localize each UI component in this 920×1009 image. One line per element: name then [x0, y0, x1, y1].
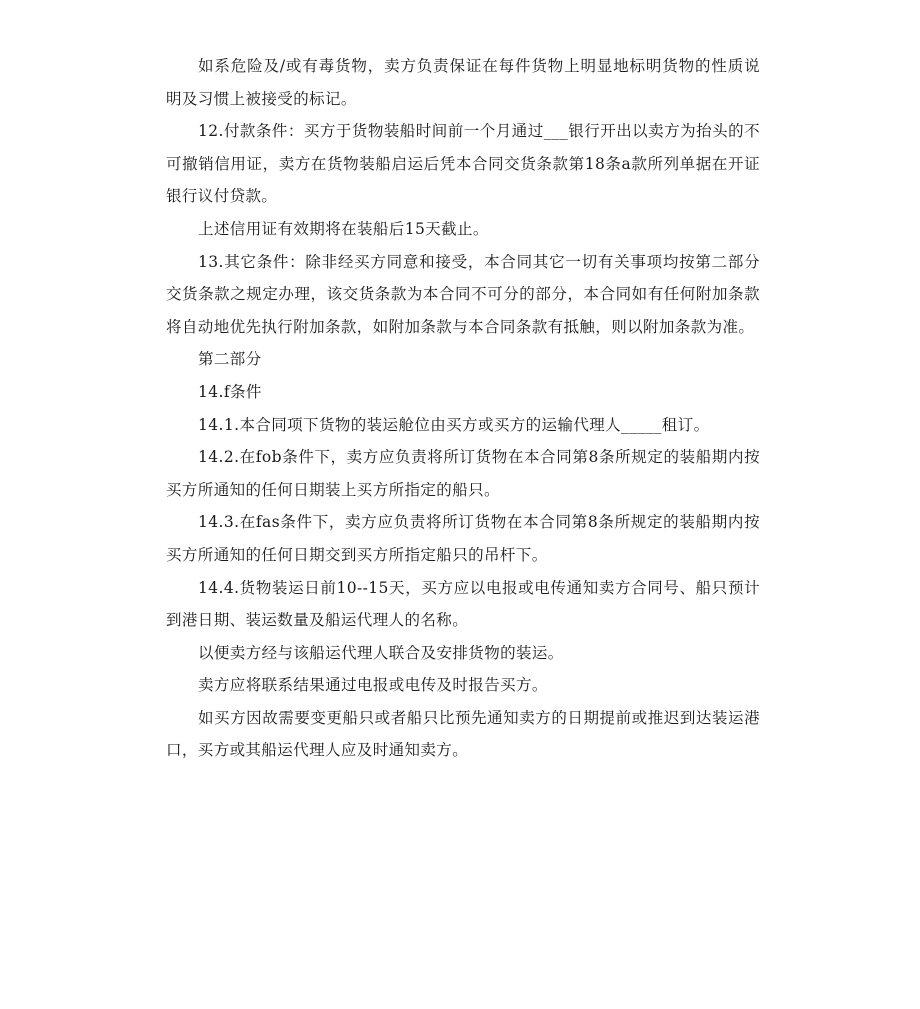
paragraph-lc-validity: 上述信用证有效期将在装船后15天截止。	[198, 219, 489, 238]
paragraph-dangerous-goods: 如系危险及/或有毒货物，卖方负责保证在每件货物上明显地标明货物的性质说明及习惯上被接受的标记。	[166, 57, 760, 108]
clause-heading-14: 14.f条件	[198, 382, 262, 401]
clause-14-4: 14.4.货物装运日前10--15天，买方应以电报或电传通知卖方合同号、船只预计到港日期、装运数量及船运代理人的名称。	[166, 578, 760, 630]
clause-14-3: 14.3.在fas条件下，卖方应负责将所订货物在本合同第8条所规定的装船期内按买方所通知的任何日期交到买方所指定船只的吊杆下。	[166, 513, 760, 564]
paragraph-report-results: 卖方应将联系结果通过电报或电传及时报告买方。	[198, 676, 548, 695]
paragraph-arrange-shipment: 以便卖方经与该船运代理人联合及安排货物的装运。	[198, 643, 564, 662]
clause-14-1: 14.1.本合同项下货物的装运舱位由买方或买方的运输代理人_____租订。	[198, 415, 710, 434]
paragraph-payment-terms: 12.付款条件：买方于货物装船时间前一个月通过___银行开出以卖方为抬头的不可撤销信用证，卖方在货物装船启运后凭本合同交货条款第18条a款所列单据在开证银行议付贷款。	[166, 122, 760, 206]
section-heading-part-two: 第二部分	[198, 350, 262, 369]
paragraph-other-terms: 13.其它条件：除非经买方同意和接受，本合同其它一切有关事项均按第二部分交货条款之规定办理，该交货条款为本合同不可分的部分，本合同如有任何附加条款将自动地优先执行附加条款，如附加条款与本合同条款有抵触，则以附加条款为准。	[166, 252, 760, 336]
document-page	[166, 50, 760, 767]
clause-14-2: 14.2.在fob条件下，卖方应负责将所订货物在本合同第8条所规定的装船期内按买方所通知的任何日期装上买方所指定的船只。	[166, 448, 760, 499]
paragraph-change-vessel: 如买方因故需要变更船只或者船只比预先通知卖方的日期提前或推迟到达装运港口，买方或其船运代理人应及时通知卖方。	[166, 708, 760, 760]
